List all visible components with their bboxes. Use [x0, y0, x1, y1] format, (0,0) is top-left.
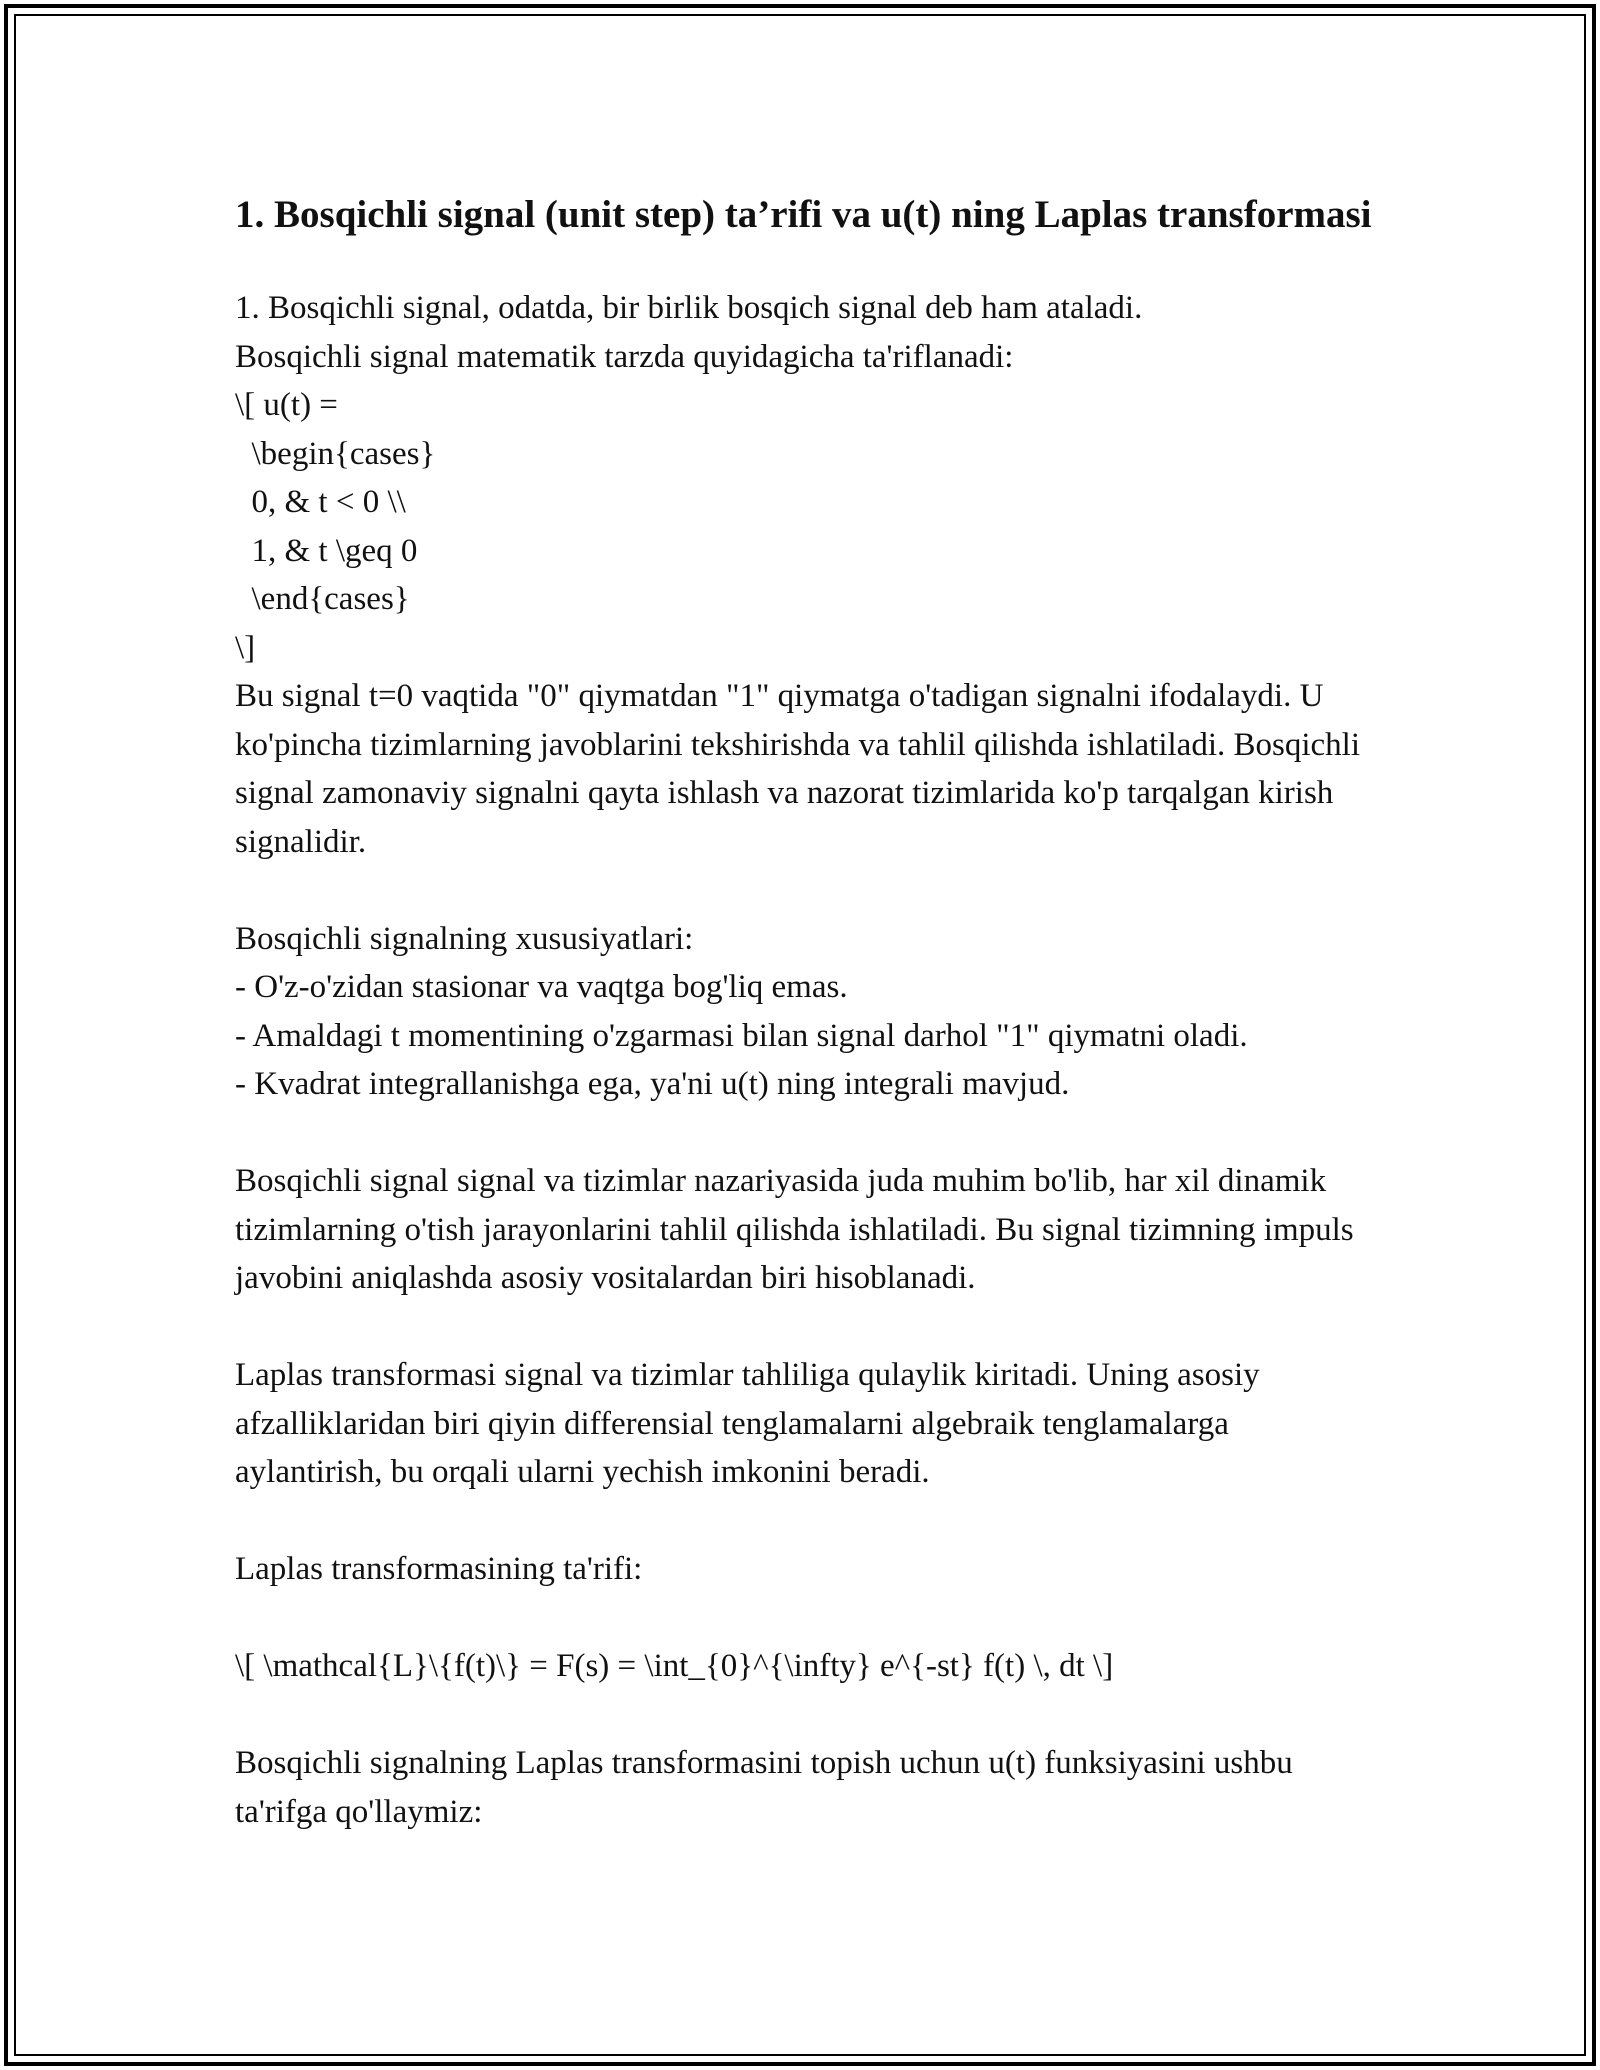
document-body — [235, 284, 1375, 1836]
document-title: 1. Bosqichli signal (unit step) ta’rifi va u(t) ning Laplas transformasi — [235, 193, 1372, 236]
body-line: Laplas transformasining ta'rifi: — [235, 1551, 643, 1587]
body-line: Bosqichli signalning Laplas transformasini topish uchun u(t) funksiyasini ushbu ta'rifga qo'llaymiz: — [235, 1745, 1301, 1830]
body-line: Bosqichli signalning xususiyatlari: — [235, 920, 694, 957]
body-line: 0, & t < 0 \\ — [235, 484, 406, 520]
document-page — [235, 188, 1375, 1836]
blank-line — [235, 1497, 1375, 1546]
blank-line — [235, 1303, 1375, 1352]
body-line: Bosqichli signal signal va tizimlar nazariyasida juda muhim bo'lib, har xil dinamik tizimlarning o'tish jarayonlarini tahlil qilishda ishlatiladi. Bu signal tizimning impuls javobini aniqlashda asosiy vositalardan biri hisoblanadi. — [235, 1163, 1362, 1296]
blank-line — [235, 1594, 1375, 1643]
blank-line — [235, 866, 1375, 915]
body-line: \] — [235, 629, 256, 666]
body-line: - Amaldagi t momentining o'zgarmasi bilan signal darhol "1" qiymatni oladi. — [235, 1017, 1248, 1054]
body-line: \begin{cases} — [235, 435, 436, 472]
body-line: Laplas transformasi signal va tizimlar tahliliga qulaylik kiritadi. Uning asosiy afzalliklaridan biri qiyin differensial tenglamalarni algebraik tenglamalarga aylantirish, bu orqali ularni yechish imkonini beradi. — [235, 1357, 1268, 1490]
body-line: - O'z-o'zidan stasionar va vaqtga bog'liq emas. — [235, 969, 848, 1005]
body-line: \end{cases} — [235, 581, 410, 617]
body-line: 1. Bosqichli signal, odatda, bir birlik bosqich signal deb ham ataladi. — [235, 290, 1143, 326]
body-line: 1, & t \geq 0 — [235, 532, 418, 569]
blank-line — [235, 1691, 1375, 1740]
body-line: Bosqichli signal matematik tarzda quyidagicha ta'riflanadi: — [235, 338, 1014, 375]
body-line: \[ \mathcal{L}\{f(t)\} = F(s) = \int_{0}^{\infty} e^{-st} f(t) \, dt \] — [235, 1648, 1114, 1684]
body-line: \[ u(t) = — [235, 387, 338, 423]
body-line: - Kvadrat integrallanishga ega, ya'ni u(t) ning integrali mavjud. — [235, 1066, 1070, 1102]
blank-line — [235, 1109, 1375, 1158]
body-line: Bu signal t=0 vaqtida "0" qiymatdan "1" qiymatga o'tadigan signalni ifodalaydi. U ko'pincha tizimlarning javoblarini tekshirishda va tahlil qilishda ishlatiladi. Bosqichli signal zamonaviy signalni qayta ishlash va nazorat tizimlarida ko'p tarqalgan kirish signalidir. — [235, 678, 1369, 860]
